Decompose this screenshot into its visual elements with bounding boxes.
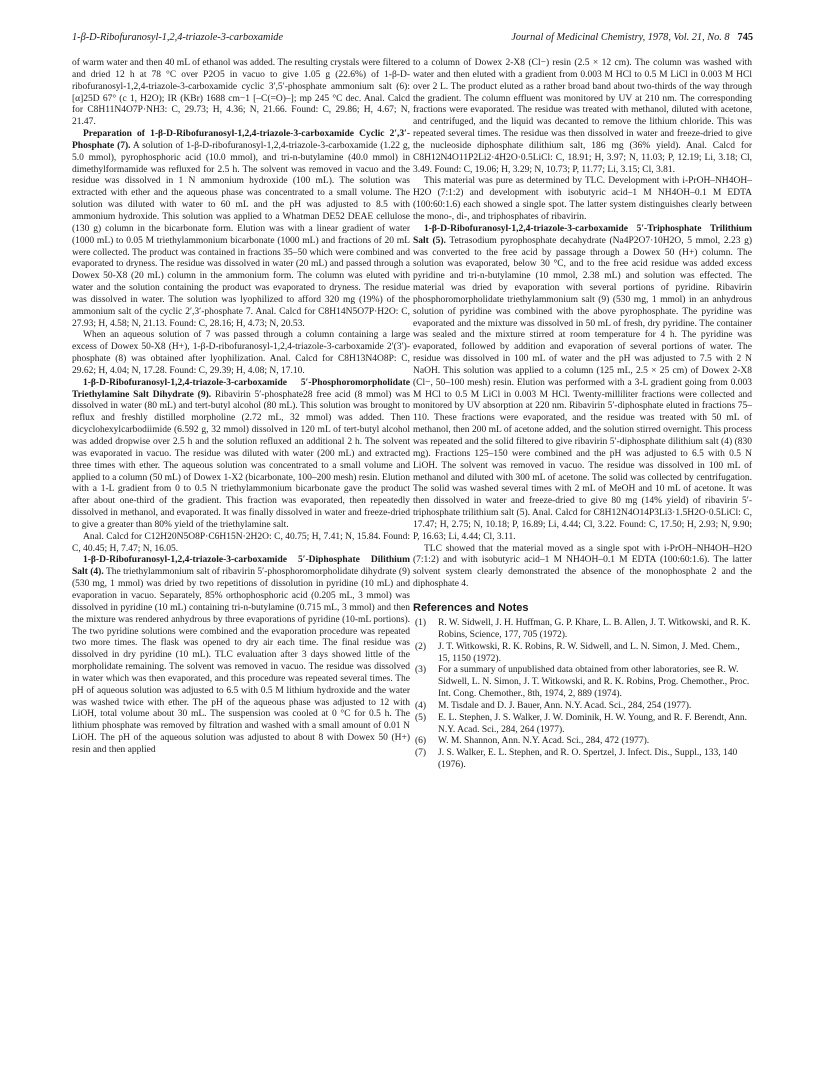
- reference-item: [413, 748, 752, 772]
- paragraph-heading: 1-β-D-Ribofuranosyl-1,2,4-triazole-3-carboxamide 5′-Diphosphate Dilithium Salt (4).: [72, 555, 410, 578]
- reference-number: (3): [415, 665, 427, 676]
- left-column: [72, 58, 410, 757]
- reference-item: [413, 701, 752, 713]
- paragraph-text: The triethylammonium salt of ribavirin 5′-phosphoromorpholidate dihydrate (9) (530 mg, 1 mmol) was dried by two repetitions of dissolution in pyridine (10 mL) and evaporation in vacuo. Separately, 85% orthophosphoric acid (0.205 mL, 3 mmol) was dissolved in pyridine (10 mL) containing tri-n-butylamine (0.715 mL, 3 mmol) and then the mixture was rendered anhydrous by three evaporations of pyridine (10-mL portions). The two pyridine solutions were combined and the evaporation procedure was repeated two more times. The flask was opened to dry air each time. The final residue was dissolved in dry pyridine (10 mL). TLC evaluation after 3 days showed little of the morpholidate remaining. The solvent was removed in vacuo. The residue was dissolved in water which was then evaporated, and this procedure was repeated several times. The pH of aqueous solution was adjusted to 6.5 with 0.5 M lithium hydroxide and the water was washed twice with ether. The pH of the aqueous phase was adjusted to 12 with LiOH, total volume about 30 mL. The suspension was cooled at 0 °C for 0.5 h. The lithium phosphate was removed by filtration and washed with a small amount of 0.01 N LiOH. The pH of the aqueous solution was adjusted to about 8 with Dowex 50 (H+) resin and then applied: [72, 567, 410, 755]
- paragraph-heading: 1-β-D-Ribofuranosyl-1,2,4-triazole-3-carboxamide 5′-Triphosphate Trilithium Salt (5).: [413, 223, 752, 246]
- journal-citation: Journal of Medicinal Chemistry, 1978, Vol. 21, No. 8: [511, 32, 730, 43]
- reference-text: E. L. Stephen, J. S. Walker, J. W. Dominik, H. W. Young, and R. F. Berendt, Ann. N.Y. Acad. Sci., 284, 264 (1977).: [438, 712, 748, 735]
- reference-item: [413, 736, 752, 748]
- paragraph-text: When an aqueous solution of 7 was passed through a column containing a large excess of Dowex 50-X8 (H+), 1-β-D-ribofuranosyl-1,2,4-triazole-3-carboxamide 2′(3′)-phosphate (8) was obtained after lyophilization. Anal. Calcd for C8H13N4O8P: C, 29.62; H, 4.04; N, 17.28. Found: C, 29.39; H, 4.08; N, 17.10.: [72, 330, 410, 376]
- page-number: 745: [737, 32, 753, 43]
- paragraph-text: This material was pure as determined by TLC. Development with i-PrOH–NH4OH–H2O (7:1:2) and development with isobutyric acid–1 M NH4OH–0.1 M EDTA (100:60:1.6) each showed a single spot. The latter system distinguishes clearly between the mono-, di-, and triphosphates of ribavirin.: [413, 176, 752, 222]
- paragraph: [413, 176, 752, 223]
- reference-number: (5): [415, 712, 427, 723]
- paragraph: [413, 224, 752, 544]
- reference-item: [413, 713, 752, 737]
- reference-list: [413, 618, 752, 772]
- paragraph-text: Ribavirin 5′-phosphate28 free acid (8 mmol) was dissolved in water (80 mL) and tert-butyl alcohol (80 mL). This solution was brought to reflux and freshly distilled morpholine (2.72 mL, 32 mmol) was added. Then dicyclohexylcarbodiimide (6.592 g, 32 mmol) dissolved in 120 mL of tert-butyl alcohol was added dropwise over 2.5 h and the solution refluxed an additional 2 h. The solvent was evaporated in vacuo. The residue was diluted with water (200 mL) and extracted three times with ether. The aqueous solution was concentrated to a small volume and applied to a column (50 mL) of Dowex 1-X2 (bicarbonate, 100–200 mesh) resin. Elution with a 1-L gradient from 0 to 0.5 N triethylammonium bicarbonate gave the product after about one-third of the gradient. This fraction was evaporated, then repeatedly dissolved in methanol, and evaporated. It was finally dissolved in water and freeze-dried to give a greater than 80% yield of the triethylamine salt.: [72, 389, 410, 530]
- reference-number: (7): [415, 748, 427, 759]
- running-head: [72, 31, 753, 45]
- references-heading: References and Notes: [413, 601, 529, 614]
- paragraph: [72, 555, 410, 756]
- reference-text: W. M. Shannon, Ann. N.Y. Acad. Sci., 284, 472 (1977).: [438, 736, 650, 747]
- reference-text: J. T. Witkowski, R. K. Robins, R. W. Sidwell, and L. N. Simon, J. Med. Chem., 15, 1150 (1972).: [438, 641, 740, 664]
- paragraph-text: A solution of 1-β-D-ribofuranosyl-1,2,4-triazole-3-carboxamide (1.22 g, 5.0 mmol), pyrophosphoric acid (10.0 mmol), and tri-n-butylamine (40.0 mmol) in dimethylformamide was refluxed for 2.5 h. The solvent was removed in vacuo and the residue was dissolved in 1 N ammonium hydroxide (100 mL). The solution was extracted with ether and the aqueous phase was concentrated to a small volume. The solution was diluted with water to 60 mL and the pH was adjusted to 8.5 with ammonium hydroxide. This solution was applied to a Whatman DE52 DEAE cellulose (130 g) column in the bicarbonate form. Elution was with a linear gradient of water (1000 mL) to 0.05 M triethylammonium bicarbonate (1000 mL) and fractions of 20 mL were collected. The product was contained in fractions 35–50 which were combined and evaporated to dryness. The residue was dissolved in water (20 mL) and passed through a Dowex 50-X8 (20 mL) column in the ammonium form. The column was eluted with water and the solution containing the product was evaporated to dryness. The residue was dissolved in water. The solution was lyophilized to afford 320 mg (19%) of the ammonium salt of the cyclic 2′,3′-phosphate 7. Anal. Calcd for C8H14N5O7P·H2O: C, 27.93; H, 4.58; N, 21.13. Found: C, 28.16; H, 4.73; N, 20.53.: [72, 140, 410, 329]
- paragraph: [72, 129, 410, 330]
- running-head-journal-block: [511, 31, 753, 45]
- paragraph: [72, 378, 410, 532]
- paragraph-heading: Preparation of 1-β-D-Ribofuranosyl-1,2,4-triazole-3-carboxamide Cyclic 2′,3′-Phosphate (7).: [72, 129, 410, 151]
- reference-text: M. Tisdale and D. J. Bauer, Ann. N.Y. Acad. Sci., 284, 254 (1977).: [438, 700, 692, 711]
- reference-number: (6): [415, 736, 427, 747]
- reference-item: [413, 618, 752, 642]
- reference-text: For a summary of unpublished data obtained from other laboratories, see R. W. Sidwell, L. N. Simon, J. T. Witkowski, and R. K. Robins, Prog. Chemother., Proc. Int. Cong. Chemother., 8th, 1974, 2, 889 (1974).: [438, 665, 750, 700]
- reference-item: [413, 642, 752, 666]
- paragraph-text: Tetrasodium pyrophosphate decahydrate (Na4P2O7·10H2O, 5 mmol, 2.23 g) was converted to the free acid by passage through a Dowex 50 (H+) column. The solution was evaporated, below 30 °C, and to the free acid residue was added excess pyridine and tri-n-butylamine (10 mmol, 2.38 mL) and solution was effected. The material was dried by evaporation with several portions of pyridine. Ribavirin phosphoromorpholidate triethylammonium salt (9) (530 mg, 1 mmol) in an anhydrous solution of pyridine was combined with the above pyrophosphate. The pyridine was evaporated and the mixture was dissolved in 50 mL of fresh, dry pyridine. The container was sealed and the mixture stirred at room temperature for 4 h. The pyridine was evaporated, followed by addition and evaporation of several portions of water. The residue was dissolved in 100 mL of water and the pH was adjusted to 7.5 with 2 N NaOH. This solution was applied to a column (125 mL, 2.5 × 25 cm) of Dowex 2-X8 (Cl−, 50–100 mesh) resin. Elution was performed with a 3-L gradient going from 0.003 M HCl to 0.5 M LiCl in 0.003 M HCl. Twenty-milliliter fractions were collected and monitored by UV absorption at 220 nm. Ribavirin 5′-diphosphate eluted in fractions 75–110. These fractions were evaporated, and the residue was treated with 50 mL of methanol, then 200 mL of acetone added, and the solution stirred overnight. This process was repeated and the solid filtered to give ribavirin 5′-diphosphate dilithium salt (4) (830 mg). Fractions 125–150 were combined and the pH was adjusted to 6.5 with 0.5 N LiOH. The solvent was removed in vacuo. The residue was dissolved in 100 mL of methanol and diluted with 300 mL of acetone. The solid was collected by centrifugation. The solid was washed several times with 2 mL of MeOH and 10 mL of acetone. It was then dissolved in water and freeze-dried to give 80 mg (14% yield) of ribavirin 5′-triphosphate trilithium salt (5). Anal. Calcd for C8H12N4O14P3Li3·1.5H2O·0.5LiCl: C, 17.47; H, 2.75; N, 10.18; P, 16.89; Li, 4.44; Cl, 3.22. Found: C, 17.50; H, 2.93; N, 9.90; P, 16.63; Li, 4.44; Cl, 3.11.: [413, 235, 752, 542]
- paragraph-text: of warm water and then 40 mL of ethanol was added. The resulting crystals were filtered and dried 12 h at 78 °C over P2O5 in vacuo to give 1.05 g (22.6%) of 1-β-D-ribofuranosyl-1,2,4-triazole-3-carboxamide cyclic 3′,5′-phosphate ammonium salt (6): [α]25D 67° (c 1, H2O); IR (KBr) 1688 cm−1 [–C(=O)–]; mp 245 °C dec. Anal. Calcd for C8H11N4O7P·NH3: C, 29.73; H, 4.36; N, 21.66. Found: C, 29.86; H, 4.67; N, 21.47.: [72, 58, 410, 128]
- paragraph-text: TLC showed that the material moved as a single spot with i-PrOH–NH4OH–H2O (7:1:2) and with isobutyric acid–1 M NH4OH–0.1 M EDTA (100:60:1.6). The latter solvent system clearly demonstrated the absence of the monophosphate 2 and the diphosphate 4.: [413, 543, 752, 590]
- paragraph-text: to a column of Dowex 2-X8 (Cl−) resin (2.5 × 12 cm). The column was washed with water and then eluted with a gradient from 0.003 M HCl to 0.5 M LiCl in 0.003 M HCl over 2 L. The product eluted as a rather broad band about two-thirds of the way through the gradient. The column effluent was monitored by UV at 210 nm. The corresponding fractions were evaporated. The residue was treated with methanol, diluted with acetone, and centrifuged, and the liquid was decanted to remove the lithium chloride. This was repeated several times. The residue was then dissolved in water and freeze-dried to give the nucleoside diphosphate dilithium salt, 186 mg (36% yield). Anal. Calcd for C8H12N4O11P2Li2·4H2O·0.5LiCl: C, 18.91; H, 3.97; N, 11.03; P, 12.19; Li, 3.18; Cl, 3.49. Found: C, 19.06; H, 3.29; N, 10.73; P, 11.77; Li, 3.15; Cl, 3.81.: [413, 58, 752, 175]
- reference-number: (1): [415, 617, 427, 628]
- paragraph: [72, 532, 410, 556]
- reference-number: (4): [415, 700, 427, 711]
- running-head-title: 1-β-D-Ribofuranosyl-1,2,4-triazole-3-carboxamide: [72, 32, 284, 43]
- right-column: [413, 58, 752, 772]
- reference-text: R. W. Sidwell, J. H. Huffman, G. P. Khare, L. B. Allen, J. T. Witkowski, and R. K. Robins, Science, 177, 705 (1972).: [438, 617, 751, 640]
- paragraph-heading: 1-β-D-Ribofuranosyl-1,2,4-triazole-3-carboxamide 5′-Phosphoromorpholidate Triethylamine Salt Dihydrate (9).: [72, 377, 410, 400]
- reference-item: [413, 665, 752, 701]
- reference-text: J. S. Walker, E. L. Stephen, and R. O. Spertzel, J. Infect. Dis., Suppl., 133, 140 (1976).: [438, 748, 738, 771]
- paragraph: [413, 544, 752, 591]
- paragraph-text: Anal. Calcd for C12H20N5O8P·C6H15N·2H2O: C, 40.75; H, 7.41; N, 15.84. Found: C, 40.45; H, 7.47; N, 16.05.: [72, 531, 410, 554]
- paragraph: [72, 330, 410, 377]
- reference-number: (2): [415, 641, 427, 652]
- paragraph: [72, 58, 410, 129]
- paragraph: [413, 58, 752, 176]
